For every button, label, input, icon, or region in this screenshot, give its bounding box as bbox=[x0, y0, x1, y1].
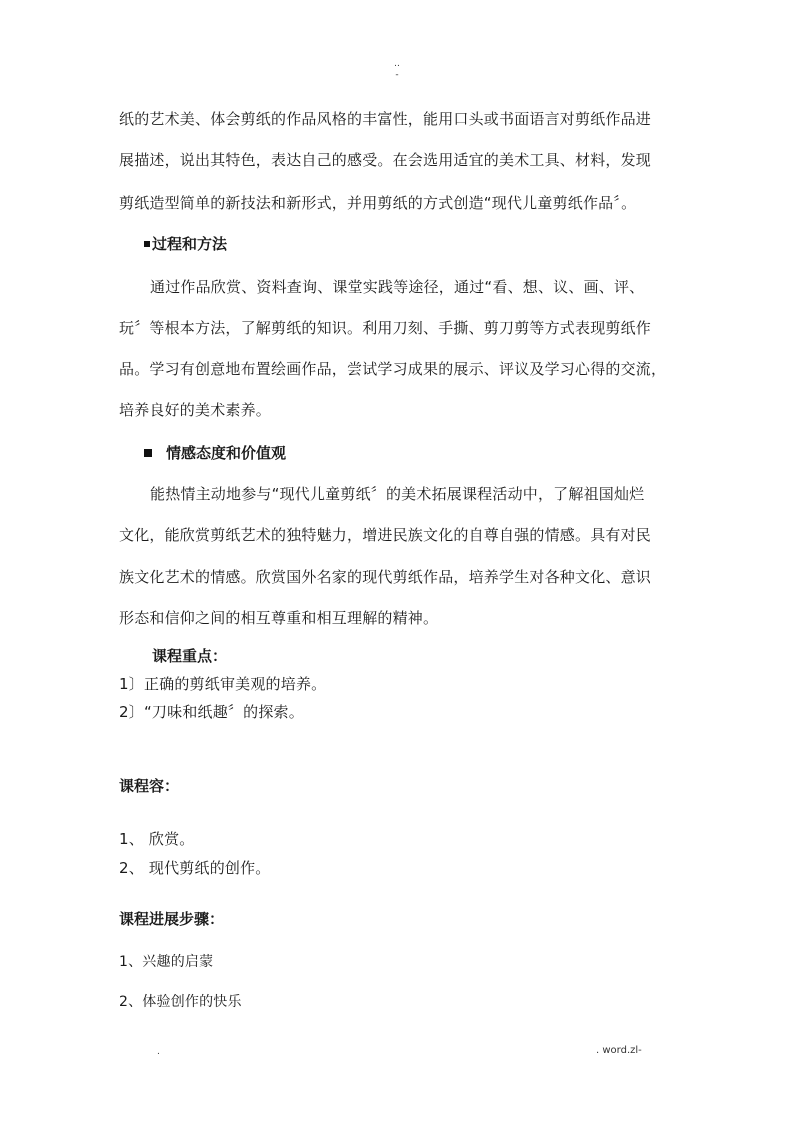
content-title: 课程容： bbox=[119, 777, 180, 795]
paragraph-line: 纸的艺术美、体会剪纸的作品风格的丰富性，能用口头或书面语言对剪纸作品进 bbox=[119, 110, 652, 128]
paragraph-line: 通过作品欣赏、资料查询、课堂实践等途径，通过“看、想、议、画、评、 bbox=[150, 278, 645, 296]
paragraph-line: 培养良好的美术素养。 bbox=[119, 401, 272, 419]
paragraph-line: 展描述，说出其特色，表达自己的感受。在会选用适宜的美术工具、材料，发现 bbox=[119, 151, 652, 169]
list-item: 2、体验创作的快乐 bbox=[119, 994, 242, 1010]
paragraph-line: 族文化艺术的情感。欣赏国外名家的现代剪纸作品，培养学生对各种文化、意识 bbox=[119, 568, 652, 586]
list-item: 1〕正确的剪纸审美观的培养。 bbox=[119, 675, 327, 693]
paragraph-line: 文化，能欣赏剪纸艺术的独特魅力，增进民族文化的自尊自强的情感。具有对民 bbox=[119, 526, 652, 544]
square-bullet-icon bbox=[144, 241, 150, 247]
steps-title: 课程进展步骤： bbox=[119, 910, 225, 928]
section-heading-emotion bbox=[144, 442, 286, 463]
section-heading-process bbox=[144, 233, 227, 254]
list-item: 2、 现代剪纸的创作。 bbox=[119, 859, 271, 877]
paragraph-line: 形态和信仰之间的相互尊重和相互理解的精神。 bbox=[119, 609, 439, 627]
section-title: 过程和方法 bbox=[152, 235, 228, 253]
section-title: 情感态度和价值观 bbox=[166, 444, 287, 462]
list-item: 1、 欣赏。 bbox=[119, 830, 195, 848]
header-mark-bottom: - bbox=[395, 70, 399, 80]
list-item: 1、兴趣的启蒙 bbox=[119, 954, 214, 970]
square-bullet-icon bbox=[144, 449, 152, 457]
paragraph-line: 能热情主动地参与“现代儿童剪纸〞的美术拓展课程活动中，了解祖国灿烂 bbox=[150, 485, 645, 503]
key-points-title: 课程重点： bbox=[152, 647, 228, 665]
header-mark-top: .. bbox=[394, 59, 400, 69]
paragraph-line: 玩〞等根本方法，了解剪纸的知识。利用刀刻、手撕、剪刀剪等方式表现剪纸作 bbox=[119, 319, 652, 337]
list-item: 2〕“刀味和纸趣〞的探索。 bbox=[119, 703, 304, 721]
footer-left-mark: . bbox=[157, 1047, 160, 1057]
paragraph-line: 剪纸造型简单的新技法和新形式，并用剪纸的方式创造“现代儿童剪纸作品〞。 bbox=[119, 194, 637, 212]
footer-right-mark: . word.zl- bbox=[596, 1045, 642, 1056]
paragraph-line: 品。学习有创意地布置绘画作品，尝试学习成果的展示、评议及学习心得的交流， bbox=[119, 360, 667, 378]
